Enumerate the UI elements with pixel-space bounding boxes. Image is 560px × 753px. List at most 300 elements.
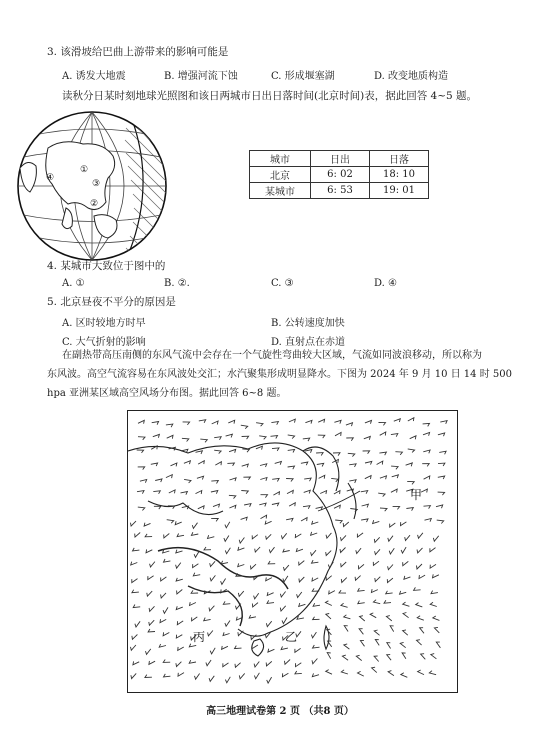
wind-barb [177, 590, 183, 595]
wind-barb [386, 616, 391, 621]
wind-barb [147, 591, 152, 596]
wind-barb [288, 449, 295, 452]
q3-option-b: B. 增强河流下蚀 [164, 71, 238, 82]
wind-barb [343, 522, 349, 527]
wind-barb [311, 550, 316, 555]
wind-barb [388, 536, 393, 542]
wind-barb [211, 481, 218, 484]
wind-barb [405, 535, 410, 540]
wind-barb [358, 588, 365, 591]
wind-barb [303, 438, 310, 441]
wind-barb [312, 588, 319, 591]
wind-barb [387, 578, 393, 583]
wind-barb [254, 662, 259, 668]
wind-barb [391, 466, 398, 469]
wind-barb [273, 492, 279, 495]
wind-barb [344, 615, 351, 619]
wind-barb [301, 518, 307, 522]
wind-barb [386, 591, 393, 594]
wind-barb [176, 578, 183, 581]
wind-barb [380, 476, 387, 479]
globe-marker-2: ② [90, 199, 99, 209]
q4-option-a: A. ① [62, 278, 85, 289]
wind-barb [373, 520, 380, 523]
wind-barb [371, 589, 377, 592]
wind-barb [176, 606, 183, 609]
wind-barb [133, 661, 139, 664]
table-row [250, 167, 429, 183]
wind-barb [191, 590, 198, 593]
wind-barb [244, 504, 251, 507]
wind-barb [430, 548, 436, 552]
wind-barb [299, 561, 305, 566]
wind-barb [380, 508, 387, 511]
wind-barb [265, 521, 271, 524]
wind-barb [183, 422, 190, 425]
wind-barb [418, 670, 424, 675]
wind-barb [212, 421, 218, 425]
wind-barb [249, 615, 256, 618]
wind-barb [364, 436, 371, 439]
wind-barb [326, 533, 331, 538]
wind-barb [281, 646, 288, 649]
q5-option-a: A. 区时较地方时早 [62, 318, 146, 329]
wind-barb [296, 548, 303, 551]
table-header-row [250, 151, 429, 167]
wind-barb [266, 661, 272, 666]
wind-barb [402, 653, 406, 659]
wind-barb [177, 534, 184, 537]
wind-barb [401, 673, 408, 678]
wind-barb [349, 480, 356, 483]
wind-barb [312, 659, 317, 664]
wind-barb [377, 461, 383, 465]
wind-barb [372, 667, 377, 672]
wind-barb [176, 563, 181, 569]
wind-barb [196, 451, 203, 454]
wind-barb [388, 565, 393, 570]
wind-barb [288, 466, 295, 469]
wind-field-map [127, 410, 458, 693]
wind-barb [167, 435, 173, 438]
wind-barb [166, 475, 172, 479]
wind-barb [153, 434, 160, 437]
wind-barb [252, 603, 258, 607]
wind-barb [148, 576, 154, 580]
wind-barb [326, 551, 332, 556]
wind-barb [131, 521, 137, 526]
wind-barb [410, 436, 416, 440]
table-cell: 北京 [250, 167, 311, 183]
wind-barb [211, 519, 218, 522]
wind-barb [151, 463, 158, 466]
wind-barb [391, 489, 397, 493]
wind-barb [416, 603, 423, 607]
wind-barb [335, 520, 342, 523]
wind-barb [192, 617, 198, 621]
wind-barb [341, 535, 347, 540]
wind-barb [146, 649, 151, 655]
wind-barb [229, 449, 236, 452]
wind-barb [155, 479, 162, 482]
wind-barb [268, 649, 275, 652]
q4-option-d: D. ④ [374, 278, 397, 289]
table-cell: 6: 02 [311, 167, 370, 183]
wind-barb [360, 616, 365, 621]
wind-barb [387, 643, 391, 649]
q5-option-c: C. 大气折射的影响 [62, 337, 146, 348]
wind-barb [229, 495, 236, 498]
wind-barb [430, 564, 436, 568]
wind-barb [375, 577, 381, 582]
wind-barb [316, 453, 323, 456]
wind-barb [341, 562, 347, 567]
wind-barb [275, 461, 282, 464]
wind-barb [400, 642, 406, 647]
q4-option-b: B. ②. [164, 278, 190, 289]
wind-barb [359, 629, 363, 635]
wind-barb [421, 489, 427, 492]
wind-barb [378, 493, 385, 497]
wind-barb [329, 590, 335, 594]
wind-barb [295, 534, 301, 538]
wind-barb [401, 522, 407, 526]
wind-barb [225, 522, 230, 528]
wind-barb [282, 618, 287, 624]
wind-barb [243, 477, 250, 480]
wind-barb [346, 423, 353, 426]
wind-barb [193, 573, 200, 576]
globe-marker-4: ④ [46, 173, 55, 183]
wind-barb [133, 548, 140, 551]
wind-barb [132, 579, 138, 583]
wind-barb [363, 451, 370, 454]
wind-barb [285, 660, 291, 665]
wind-barb [388, 671, 394, 676]
wind-barb [181, 492, 188, 495]
wind-barb [252, 645, 258, 649]
wind-barb [335, 432, 341, 436]
wind-barb [199, 420, 206, 423]
wind-barb [256, 423, 263, 427]
wind-barb [210, 648, 215, 654]
wind-barb [400, 591, 407, 594]
wind-barb [283, 576, 288, 582]
wind-barb [164, 534, 170, 539]
wind-barb [138, 507, 145, 510]
wind-barb [281, 533, 286, 539]
wind-barb [375, 549, 380, 554]
wind-barb [239, 538, 244, 544]
table-row [250, 183, 429, 199]
question-5-stem: 5. 北京昼夜不平分的原因是 [47, 296, 176, 308]
wind-barb [356, 548, 361, 553]
wind-barb [430, 602, 437, 606]
wind-barb [417, 564, 423, 569]
wind-barb [403, 602, 410, 606]
wind-barb [209, 606, 214, 611]
wind-barb [301, 462, 308, 465]
wind-barb [133, 605, 140, 608]
wind-barb [148, 629, 155, 632]
q3-option-c: C. 形成堰塞湖 [271, 71, 335, 82]
wind-barb [163, 607, 168, 613]
globe-illumination-figure [8, 108, 178, 268]
wind-barb [403, 630, 408, 635]
wind-barb [238, 563, 245, 566]
wind-barb [436, 642, 440, 648]
wind-barb [137, 491, 144, 494]
wind-barb [361, 491, 368, 494]
wind-barb [239, 673, 244, 678]
wind-barb [132, 590, 139, 593]
wind-barb [137, 450, 144, 453]
wind-barb [266, 577, 272, 580]
wind-barb [225, 677, 230, 683]
wind-barb [184, 461, 191, 464]
wind-barb [417, 640, 422, 645]
wind-barb [175, 521, 182, 524]
wind-barb [171, 463, 177, 466]
wind-barb [384, 600, 391, 603]
wind-barb [282, 673, 288, 677]
wind-barb [235, 663, 241, 668]
wind-barb [344, 644, 350, 649]
wind-barb [224, 536, 229, 542]
wind-barb [342, 655, 348, 660]
table-header-cell: 城市 [250, 151, 311, 167]
wind-barb [168, 506, 175, 509]
wind-barb [255, 547, 260, 552]
wind-barb [424, 476, 430, 480]
wind-barb [439, 451, 446, 454]
q5-option-b: B. 公转速度加快 [271, 318, 345, 329]
wind-barb [153, 491, 160, 494]
wind-barb [194, 551, 199, 557]
wind-barb [389, 548, 394, 554]
wind-barb [241, 425, 248, 429]
wind-barb [339, 590, 346, 593]
wind-barb [387, 655, 391, 661]
wind-barb [297, 616, 304, 619]
wind-barb [176, 550, 183, 553]
page-footer: 高三地理试卷第 2 页 （共8 页） [206, 706, 354, 717]
wind-barb [422, 464, 429, 467]
q3-option-a: A. 诱发大地震 [62, 71, 126, 82]
wind-barb [241, 517, 248, 520]
wind-barb [149, 606, 154, 611]
wind-barb [344, 626, 348, 632]
wind-barb [223, 663, 229, 667]
wind-barb [297, 592, 302, 598]
wind-barb [379, 423, 386, 426]
map-label-bing: 丙 [193, 630, 206, 644]
wind-barb [433, 616, 440, 620]
wind-barb [341, 670, 348, 674]
wind-barb [138, 437, 145, 440]
wind-barb [166, 424, 173, 427]
sunrise-sunset-table [249, 150, 429, 199]
wind-barb [393, 506, 400, 509]
wind-barb [365, 420, 372, 423]
wind-barb [261, 515, 267, 518]
wind-barb [251, 564, 257, 569]
wind-barb [211, 491, 218, 494]
wind-barb [177, 621, 183, 625]
wind-barb [221, 579, 226, 585]
wind-barb [189, 644, 196, 647]
wind-barb [193, 564, 199, 568]
wind-barb [403, 613, 409, 618]
wind-barb [145, 675, 152, 678]
map-label-yi: 乙 [285, 630, 298, 644]
wind-barb [140, 480, 147, 483]
wind-barb [434, 627, 439, 633]
question-4-stem: 4. 某城市大致位于图中的 [47, 260, 166, 272]
wind-barb [163, 632, 169, 636]
wind-barb [407, 481, 414, 484]
wind-barb [423, 433, 430, 436]
wind-barb [334, 420, 341, 423]
wind-barb [296, 663, 302, 667]
wind-barb [347, 489, 354, 492]
table-cell: 18: 10 [370, 167, 429, 183]
wind-barb [288, 435, 295, 439]
wind-barb [135, 621, 140, 627]
wind-barb [379, 452, 386, 455]
wind-barb [425, 519, 432, 522]
wind-barb [316, 507, 323, 510]
wind-barb [286, 518, 293, 521]
wind-barb [195, 674, 200, 680]
wind-barb [131, 562, 138, 565]
wind-barb [161, 577, 167, 581]
wind-barb [259, 436, 266, 440]
wind-barb [374, 630, 379, 635]
wind-barb [438, 492, 445, 495]
wind-barb [267, 677, 272, 683]
wind-barb [289, 503, 295, 507]
wind-barb [317, 463, 324, 466]
wind-barb [370, 613, 376, 618]
wind-barb [161, 593, 166, 598]
wind-barb [340, 548, 346, 553]
wind-barb [417, 548, 423, 553]
wind-barb [228, 420, 234, 423]
wind-barb [164, 559, 171, 562]
wind-barb [401, 547, 406, 553]
wind-barb [138, 467, 145, 470]
wind-barb [419, 575, 425, 579]
wind-barb [210, 561, 215, 566]
wind-barb [365, 476, 371, 479]
wind-barb [408, 418, 414, 421]
wind-barb [196, 491, 202, 495]
wind-barb [287, 490, 293, 494]
wind-barb [326, 670, 332, 675]
wind-barb [261, 495, 268, 498]
wind-barb [341, 578, 347, 583]
wind-barb [227, 463, 234, 466]
intro-6-8-line-3: hpa 亚洲某区域高空风场分布图。据此回答 6~8 题。 [47, 388, 287, 399]
wind-barb [319, 475, 325, 478]
wind-barb [145, 534, 152, 537]
wind-barb [178, 647, 184, 651]
wind-barb [304, 490, 311, 493]
wind-barb [178, 673, 184, 677]
wind-barb [131, 673, 136, 678]
wind-barb [303, 506, 310, 509]
wind-barb [406, 463, 413, 466]
wind-barb [417, 616, 424, 620]
wind-barb [395, 452, 402, 455]
wind-barb [374, 656, 379, 662]
wind-barb [190, 602, 196, 605]
wind-barb [438, 433, 445, 436]
wind-barb [222, 646, 228, 649]
wind-barb [429, 671, 436, 675]
wind-barb [375, 640, 379, 646]
wind-barb [254, 673, 259, 679]
wind-barb [149, 661, 155, 665]
wind-barb [436, 505, 443, 508]
wind-barb [163, 550, 170, 553]
wind-barb [206, 660, 211, 666]
wind-barb [256, 446, 263, 449]
wind-barb [267, 600, 274, 603]
wind-barb [404, 576, 411, 579]
wind-barb [280, 606, 285, 611]
wind-barb [334, 491, 340, 495]
wind-barb [373, 600, 380, 604]
wind-barb [358, 564, 364, 568]
wind-barb [225, 548, 230, 554]
wind-barb [341, 603, 348, 607]
wind-barb [431, 654, 437, 659]
wind-barb [326, 614, 331, 619]
wind-barb [213, 504, 220, 507]
wind-barb [313, 603, 320, 606]
wind-barb [392, 475, 399, 478]
wind-barb [271, 436, 278, 439]
wind-barb [163, 660, 170, 663]
wind-barb [176, 635, 182, 638]
wind-barb [312, 578, 318, 582]
wind-barb [331, 478, 338, 481]
wind-barb [325, 601, 331, 606]
wind-barb [146, 549, 152, 552]
wind-barb [365, 461, 372, 464]
wind-barb [269, 547, 274, 553]
wind-barb [252, 535, 258, 539]
wind-barb [226, 434, 233, 437]
wind-barb [280, 592, 285, 598]
wind-barb [164, 674, 171, 677]
wind-barb [438, 463, 445, 466]
wind-barb [311, 532, 318, 535]
wind-barb [320, 491, 326, 494]
wind-barb [200, 439, 207, 442]
wind-barb [440, 421, 447, 424]
wind-barb [349, 464, 356, 467]
map-label-jia: 甲 [410, 488, 423, 502]
wind-barb [408, 449, 415, 453]
wind-barb [390, 626, 394, 632]
wind-barb [210, 575, 215, 581]
wind-barb [286, 479, 293, 482]
wind-barb [305, 450, 312, 453]
wind-barb [318, 419, 324, 422]
